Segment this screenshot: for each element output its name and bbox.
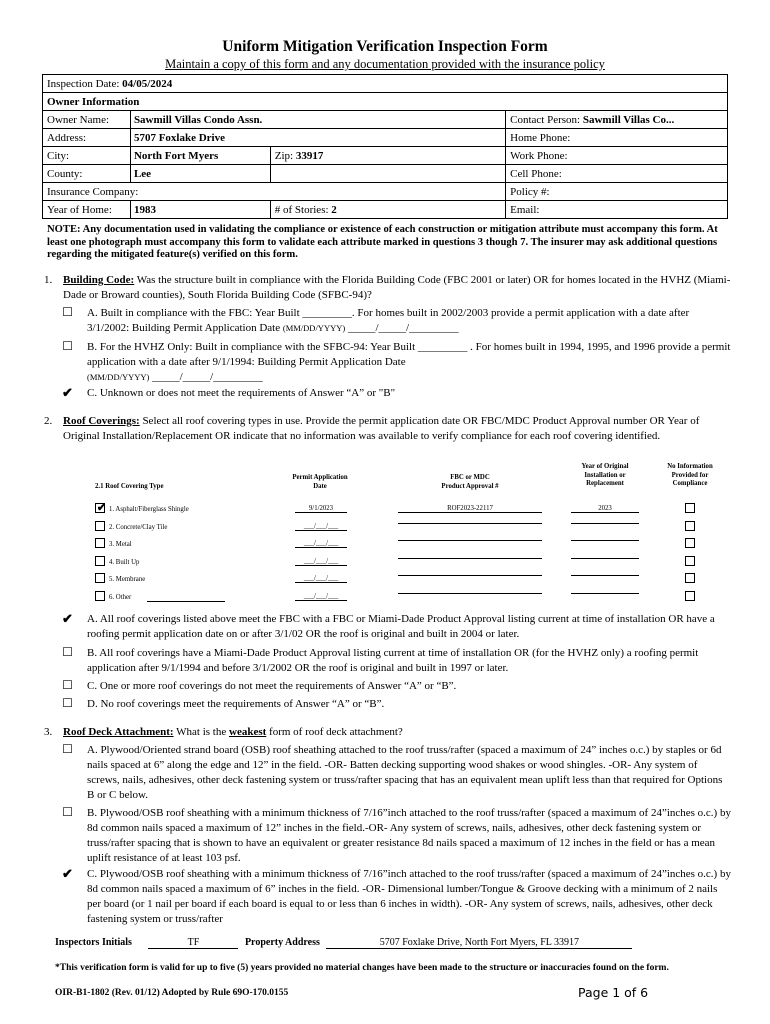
roof-type-label: 5. Membrane	[109, 576, 146, 583]
property-address-field[interactable]: 5707 Foxlake Drive, North Fort Myers, FL 33917	[326, 937, 632, 949]
roof-type-checkbox[interactable]	[95, 591, 105, 601]
question-3	[44, 725, 734, 740]
city-label: City:	[43, 147, 131, 165]
property-address-label: Property Address	[244, 937, 320, 948]
q3-option-c-text: C. Plywood/OSB roof sheathing with a minimum thickness of 7/16”inch attached to the roof truss/rafter (spaced a maximum of 24”inches o.c.) by 8d common nails spaced a maximum of 6” inches in the field. -OR- Dimensional lumber/Tongue & Groove decking with a minimum of 2 nails per board (or 1 nail per board if each board is equal to or less than 6 inches in width). -OR- Any system of screws, nails, adhesives, other deck fastening system or truss/rafter	[87, 868, 731, 925]
page-number: Page 1 of 6	[578, 985, 649, 1000]
work-phone-label: Work Phone:	[510, 149, 568, 162]
owner-info-heading-row	[43, 93, 728, 111]
address-field[interactable]: 5707 Foxlake Drive	[130, 129, 505, 147]
roof-type-checkbox[interactable]	[95, 573, 105, 583]
question-3-text-post: form of roof deck attachment?	[266, 726, 403, 738]
fbc-approval-field[interactable]	[398, 593, 542, 594]
q2-option-c-checkbox[interactable]: ☐	[62, 678, 73, 692]
question-2-heading: Roof Coverings:	[63, 415, 140, 427]
q3-option-b-checkbox[interactable]: ☐	[62, 805, 73, 819]
q1-option-b-text: B. For the HVHZ Only: Built in compliance with the SFBC-94: Year Built _________ . For homes built in 1994, 1995, and 1996 provide a permit application with a date after 9/1/1994: Building Permit Application Date	[87, 341, 731, 368]
roof-covering-row	[95, 556, 715, 570]
roof-type-checkbox[interactable]	[95, 556, 105, 566]
roof-covering-row	[95, 538, 715, 552]
year-installed-field[interactable]	[571, 540, 639, 541]
roof-covering-row	[95, 503, 715, 517]
col-ni-line3: Compliance	[672, 480, 708, 487]
question-1	[44, 273, 734, 303]
col-year-line1: Year of Original	[581, 463, 629, 470]
q1-option-b[interactable]	[62, 340, 732, 385]
cell-phone-label: Cell Phone:	[510, 167, 562, 180]
q2-option-c[interactable]	[62, 679, 732, 694]
year-installed-field[interactable]	[571, 523, 639, 524]
validity-note: *This verification form is valid for up to five (5) years provided no material changes have been made to the structure or inaccuracies found on the form.	[55, 963, 669, 973]
question-3-heading: Roof Deck Attachment:	[63, 726, 174, 738]
col-roof-covering-type: 2.1 Roof Covering Type	[95, 483, 164, 490]
col-year-installed	[565, 463, 645, 489]
county-blank-cell	[270, 165, 505, 183]
roof-type-check-mark	[96, 521, 107, 532]
year-installed-field[interactable]: 2023	[571, 505, 639, 513]
roof-type-label: 4. Built Up	[109, 558, 140, 566]
q3-option-a-text: A. Plywood/Oriented strand board (OSB) roof sheathing attached to the roof truss/rafter (spaced a maximum of 24” inches o.c.) by staples or 6d nails spaced at 6” along the edge and 12” in the field. -OR- Batten decking supporting wood shakes or wood shingles. -OR- Any system of screws, nails, adhesives, other deck fastening system or truss/rafter spacing that has an equivalent mean uplift less than that required for Options B or C below.	[87, 744, 723, 801]
q2-option-b-text: B. All roof coverings have a Miami-Dade Product Approval listing current at time of installation OR (for the HVHZ only) a roofing permit application after 9/1/1994 and before 3/1/2002 OR the roof is original and built in 1997 or later.	[87, 647, 699, 674]
q3-option-a-checkbox[interactable]: ☐	[62, 742, 73, 756]
question-2-number: 2.	[44, 415, 53, 427]
year-installed-field[interactable]	[571, 575, 639, 576]
col-permit-date-line1: Permit Application	[292, 474, 348, 481]
roof-type-label: 3. Metal	[109, 541, 132, 548]
owner-name-row	[43, 111, 728, 129]
roof-type-check-mark	[96, 591, 107, 602]
permit-date-field[interactable]: ___/___/___	[295, 575, 347, 583]
question-2-text: Select all roof covering types in use. Provide the permit application date OR FBC/MDC Product Approval number OR Year of Original Installation/Replacement OR indicate that no information was available to verify compliance for each roof covering identified.	[63, 415, 700, 442]
inspection-date-row	[43, 75, 728, 93]
initials-field[interactable]: TF	[148, 937, 238, 949]
inspection-date-label: Inspection Date:	[47, 77, 120, 90]
col-ni-line2: Provided for	[671, 471, 709, 479]
permit-date-field[interactable]: ___/___/___	[295, 593, 347, 601]
policy-field[interactable]	[506, 183, 728, 201]
q1-option-c[interactable]	[62, 386, 732, 401]
roof-covering-row	[95, 573, 715, 587]
owner-info-heading: Owner Information	[43, 93, 728, 111]
contact-person-label: Contact Person:	[510, 113, 581, 126]
zip-label: Zip:	[274, 149, 294, 162]
q1-option-b-format: (MM/DD/YYYY)	[87, 372, 150, 382]
no-information-checkbox[interactable]	[685, 538, 695, 548]
q3-option-c[interactable]	[62, 867, 732, 927]
stories-label: # of Stories:	[274, 203, 329, 216]
home-phone-label: Home Phone:	[510, 131, 571, 144]
owner-name-label: Owner Name:	[43, 111, 131, 129]
roof-type-label: 2. Concrete/Clay Tile	[109, 523, 168, 531]
col-fbc-line1: FBC or MDC	[450, 474, 490, 481]
owner-name-field[interactable]: Sawmill Villas Condo Assn.	[130, 111, 505, 129]
form-id: OIR-B1-1802 (Rev. 01/12) Adopted by Rule 69O-170.0155	[55, 988, 289, 998]
roof-type-checkbox[interactable]	[95, 503, 105, 513]
permit-date-field[interactable]: ___/___/___	[295, 523, 347, 531]
permit-date-field[interactable]: ___/___/___	[295, 540, 347, 548]
q3-option-b-text: B. Plywood/OSB roof sheathing with a minimum thickness of 7/16”inch attached to the roof truss/rafter (spaced a maximum of 24”inches o.c.) by 8d common nails spaced a maximum of 12” inches in the field.-OR- Any system of screws, nails, adhesives, other deck fastening system or truss/rafter spacing that is shown to have an equivalent or greater resistance 8d nails spaced a maximum of 12 inches in the field or has a mean uplift resistance of at least 103 psf.	[87, 807, 731, 864]
roof-covering-row	[95, 521, 715, 535]
q2-option-a-text: A. All roof coverings listed above meet the FBC with a FBC or Miami-Dade Product Approval listing current at time of installation OR have a roofing permit application date on or after 3/1/02 OR the roof is original and built in 2004 or later.	[87, 613, 715, 640]
form-subtitle: Maintain a copy of this form and any documentation provided with the insurance policy	[165, 57, 605, 71]
roof-type-check-mark	[96, 538, 107, 549]
county-label: County:	[43, 165, 131, 183]
question-3-number: 3.	[44, 726, 53, 738]
fbc-approval-field[interactable]	[398, 575, 542, 576]
q1-option-b-date-blank[interactable]: _____/_____/_________	[152, 371, 263, 383]
question-1-text: Was the structure built in compliance with the Florida Building Code (FBC 2001 or later) OR for homes located in the HVHZ (Miami-Dade or Broward counties), South Florida Building Code (SFBC-94)?	[63, 274, 731, 301]
email-field[interactable]	[506, 201, 728, 219]
q2-option-d[interactable]	[62, 697, 732, 712]
q3-option-a[interactable]	[62, 743, 732, 803]
col-permit-date-line2: Date	[313, 482, 327, 490]
stories-field[interactable]: 2	[331, 203, 337, 216]
roof-type-label: 1. Asphalt/Fiberglass Shingle	[109, 506, 189, 513]
no-information-checkbox[interactable]	[685, 556, 695, 566]
q2-option-b-checkbox[interactable]: ☐	[62, 645, 73, 659]
year-installed-field[interactable]	[571, 558, 639, 559]
year-of-home-row	[43, 201, 728, 219]
home-phone-field[interactable]	[506, 129, 728, 147]
question-2	[44, 414, 734, 444]
insurance-row	[43, 183, 728, 201]
col-ni-line1: No Information	[667, 463, 713, 470]
no-information-checkbox[interactable]	[685, 503, 695, 513]
county-row	[43, 165, 728, 183]
col-no-information	[650, 463, 730, 489]
insurance-company-field[interactable]	[43, 183, 506, 201]
q3-option-c-checkbox[interactable]: ✔	[62, 866, 73, 881]
initials-address-line	[55, 937, 632, 949]
q2-option-d-text: D. No roof coverings meet the requirements of Answer “A” or “B”.	[87, 698, 385, 710]
q3-option-b[interactable]	[62, 806, 732, 866]
q1-option-a-format: (MM/DD/YYYY)	[282, 323, 346, 333]
roof-type-label: 6. Other	[109, 593, 132, 601]
fbc-approval-field[interactable]	[398, 558, 542, 559]
q1-option-a-date-blank[interactable]: _____/_____/_________	[347, 322, 459, 334]
question-3-weakest: weakest	[229, 726, 267, 738]
address-label: Address:	[43, 129, 131, 147]
col-year-line2: Installation or	[584, 471, 626, 479]
policy-label: Policy #:	[510, 185, 550, 198]
q2-option-a-checkbox[interactable]: ✔	[62, 611, 73, 626]
roof-type-check-mark	[96, 573, 107, 584]
roof-type-check-mark	[96, 556, 107, 567]
q2-option-c-text: C. One or more roof coverings do not meet the requirements of Answer “A” or “B”.	[87, 680, 457, 692]
fbc-approval-field[interactable]	[398, 540, 542, 541]
roof-type-checkbox[interactable]	[95, 521, 105, 531]
year-of-home-label: Year of Home:	[43, 201, 131, 219]
other-type-field[interactable]	[147, 593, 225, 602]
fbc-approval-field[interactable]	[398, 523, 542, 524]
permit-date-field[interactable]: 9/1/2023	[295, 505, 347, 513]
email-label: Email:	[510, 203, 540, 216]
city-field[interactable]: North Fort Myers	[130, 147, 270, 165]
contact-person-field[interactable]: Sawmill Villas Co...	[582, 113, 675, 126]
no-information-checkbox[interactable]	[685, 521, 695, 531]
roof-type-check-mark: ✔	[96, 502, 107, 514]
zip-field[interactable]: 33917	[295, 149, 324, 162]
q1-option-c-text: C. Unknown or does not meet the requirements of Answer “A” or "B"	[87, 387, 396, 399]
q2-option-a[interactable]	[62, 612, 732, 642]
no-information-checkbox[interactable]	[685, 591, 695, 601]
owner-info-table	[42, 74, 728, 219]
q1-option-a-text: A. Built in compliance with the FBC: Year Built _________. For homes built in 2002/2003 provide a permit application with a date after 3/1/2002: Building Permit Application Date	[87, 307, 690, 334]
question-3-text-pre: What is the	[173, 726, 229, 738]
year-installed-field[interactable]	[571, 593, 639, 594]
question-1-heading: Building Code:	[63, 274, 135, 286]
form-title: Uniform Mitigation Verification Inspection Form	[222, 38, 548, 55]
fbc-approval-field[interactable]: ROF2023-22117	[398, 505, 542, 513]
q1-option-b-checkbox[interactable]: ☐	[62, 339, 73, 353]
address-row	[43, 129, 728, 147]
roof-covering-row	[95, 591, 715, 605]
county-field[interactable]: Lee	[130, 165, 270, 183]
year-of-home-field[interactable]: 1983	[130, 201, 270, 219]
work-phone-field[interactable]	[506, 147, 728, 165]
q1-option-a[interactable]	[62, 306, 732, 336]
col-permit-date	[270, 474, 370, 491]
city-row	[43, 147, 728, 165]
col-year-line3: Replacement	[586, 480, 624, 487]
col-fbc-line2: Product Approval #	[441, 482, 499, 490]
initials-label: Inspectors Initials	[55, 937, 132, 948]
cell-phone-field[interactable]	[506, 165, 728, 183]
documentation-note: NOTE: Any documentation used in validating the compliance or existence of each construction or mitigation attribute must accompany this form. At least one photograph must accompany this form to validate each attribute marked in questions 3 though 7. The insurer may ask additional questions regarding the mitigated feature(s) verified on this form.	[47, 224, 718, 261]
col-fbc-approval	[398, 474, 542, 491]
q1-option-a-checkbox[interactable]: ☐	[62, 305, 73, 319]
q2-option-d-checkbox[interactable]: ☐	[62, 696, 73, 710]
no-information-checkbox[interactable]	[685, 573, 695, 583]
question-1-number: 1.	[44, 274, 53, 286]
q1-option-c-checkbox[interactable]: ✔	[62, 385, 73, 400]
insurance-company-label: Insurance Company:	[47, 185, 139, 198]
inspection-date-value[interactable]: 04/05/2024	[122, 77, 173, 90]
q2-option-b[interactable]	[62, 646, 732, 676]
roof-type-checkbox[interactable]	[95, 538, 105, 548]
permit-date-field[interactable]: ___/___/___	[295, 558, 347, 566]
